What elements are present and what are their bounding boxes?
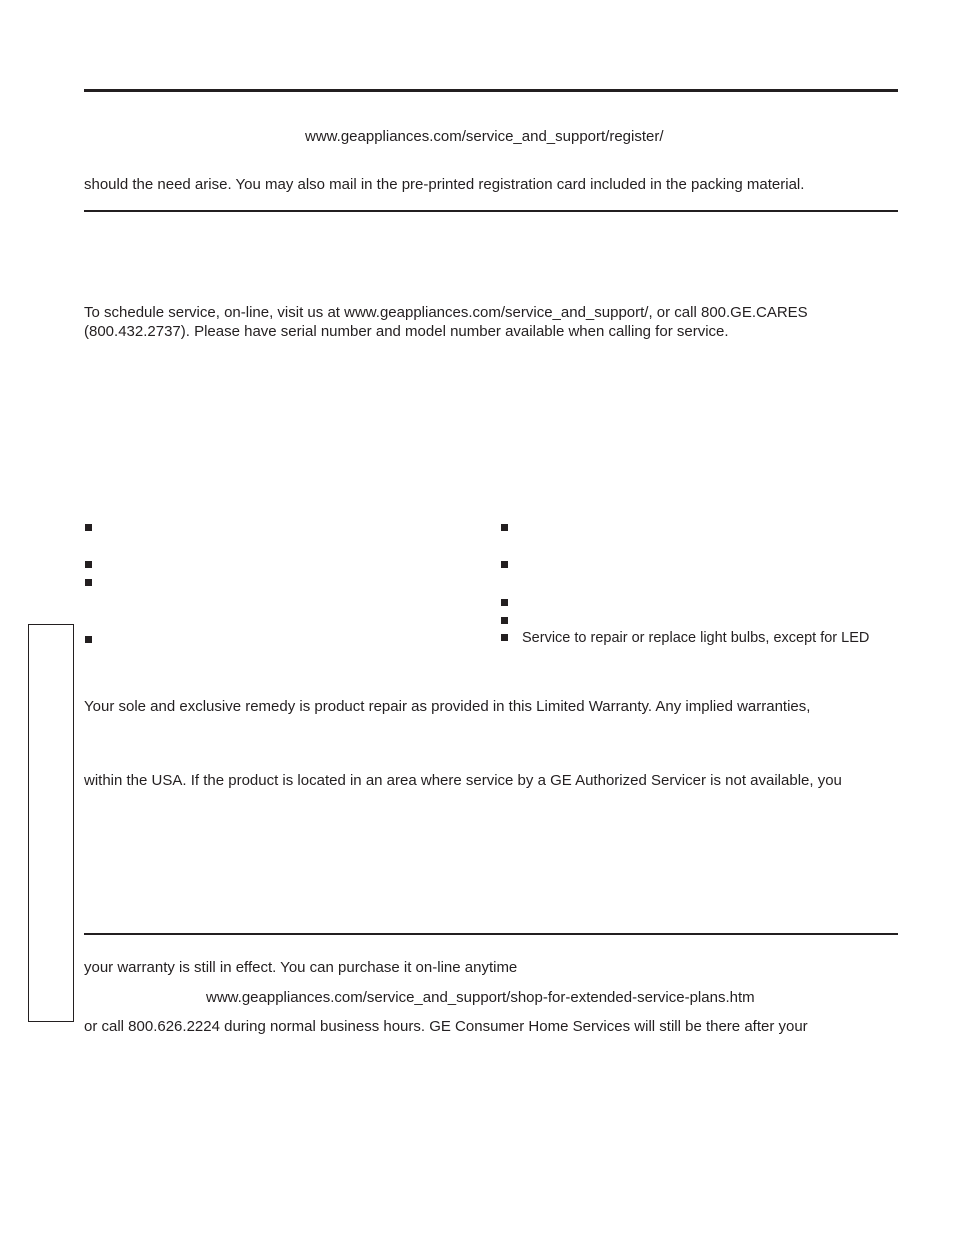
side-tab (28, 624, 74, 1022)
bullet-icon (501, 599, 508, 606)
not-covered-light-bulbs: Service to repair or replace light bulbs, except for LED (522, 630, 870, 646)
bullet-icon (501, 524, 508, 531)
bullet-icon (85, 579, 92, 586)
remedy-text-line-2: within the USA. If the product is located in an area where service by a GE Authorized Servicer is not available, you (84, 772, 842, 789)
bullet-icon (85, 524, 92, 531)
bullet-icon (501, 634, 508, 641)
bullet-icon (501, 617, 508, 624)
remedy-text-line-1: Your sole and exclusive remedy is product repair as provided in this Limited Warranty. Any implied warranties, (84, 698, 811, 715)
extended-text-line-1: your warranty is still in effect. You can purchase it on-line anytime (84, 959, 518, 976)
registration-url[interactable]: www.geappliances.com/service_and_support/register/ (305, 128, 664, 145)
bullet-icon (85, 636, 92, 643)
section-divider-1 (84, 210, 898, 212)
extended-text-line-3: or call 800.626.2224 during normal business hours. GE Consumer Home Services will still be there after your (84, 1018, 808, 1035)
section-divider-2 (84, 933, 898, 935)
service-text-line-1: To schedule service, on-line, visit us at www.geappliances.com/service_and_support/, or call 800.GE.CARES (84, 304, 808, 321)
top-divider (84, 89, 898, 92)
extended-plans-url[interactable]: www.geappliances.com/service_and_support/shop-for-extended-service-plans.htm (206, 989, 755, 1006)
service-text-line-2: (800.432.2737). Please have serial number and model number available when calling for service. (84, 323, 729, 340)
registration-mail-text: should the need arise. You may also mail in the pre-printed registration card included in the packing material. (84, 176, 805, 193)
bullet-icon (501, 561, 508, 568)
bullet-icon (85, 561, 92, 568)
